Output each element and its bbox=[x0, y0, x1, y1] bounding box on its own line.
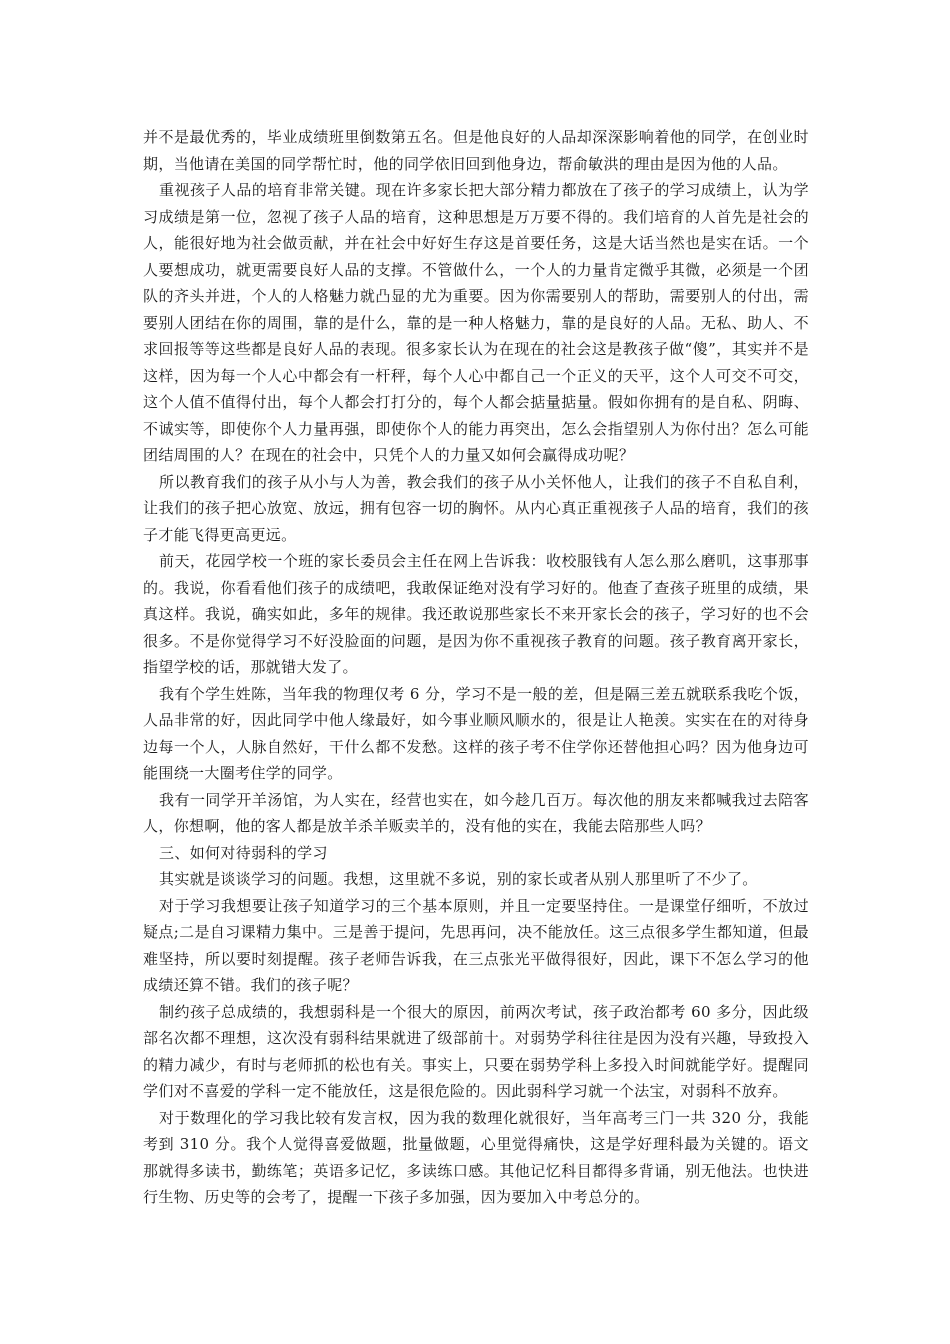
paragraph-5: 我有个学生姓陈，当年我的物理仅考 6 分，学习不是一般的差，但是隔三差五就联系我吃个饭，人品非常的好，因此同学中他人缘最好，如今事业顺风顺水的，很是让人艳羡。实实在在的对待身边每一个人，人脉自然好，干什么都不发愁。这样的孩子考不住学你还替他担心吗？因为他身边可能围绕一大圈考住学的同学。 bbox=[143, 684, 809, 782]
paragraph-8: 对于学习我想要让孩子知道学习的三个基本原则，并且一定要坚持住。一是课堂仔细听，不放过疑点;二是自习课精力集中。三是善于提问，先思再问，决不能放任。这三点很多学生都知道，但最难坚持，所以要时刻提醒。孩子老师告诉我，在三点张光平做得很好，因此，课下不怎么学习的他成绩还算不错。我们的孩子呢？ bbox=[143, 896, 809, 994]
paragraph-6: 我有一同学开羊汤馆，为人实在，经营也实在，如今趁几百万。每次他的朋友来都喊我过去陪客人，你想啊，他的客人都是放羊杀羊贩卖羊的，没有他的实在，我能去陪那些人吗？ bbox=[143, 790, 809, 835]
paragraph-2: 重视孩子人品的培育非常关键。现在许多家长把大部分精力都放在了孩子的学习成绩上，认为学习成绩是第一位，忽视了孩子人品的培育，这种思想是万万要不得的。我们培育的人首先是社会的人，能很好地为社会做贡献，并在社会中好好生存这是首要任务，这是大话当然也是实在话。一个人要想成功，就更需要良好人品的支撑。不管做什么，一个人的力量肯定微乎其微，必须是一个团队的齐头并进，个人的人格魅力就凸显的尤为重要。因为你需要别人的帮助，需要别人的付出，需要别人团结在你的周围，靠的是什么，靠的是一种人格魅力，靠的是良好的人品。无私、助人、不求回报等等这些都是良好人品的表现。很多家长认为在现在的社会这是教孩子做“傻”，其实并不是这样，因为每一个人心中都会有一杆秤，每个人心中都自己一个正义的天平，这个人可交不可交，这个人值不值得付出，每个人都会打打分的，每个人都会掂量掂量。假如你拥有的是自私、阴晦、不诚实等，即使你个人力量再强，即使你个人的能力再突出，怎么会指望别人为你付出？怎么可能团结周围的人？在现在的社会中，只凭个人的力量又如何会赢得成功呢？ bbox=[143, 181, 809, 464]
section-heading: 三、如何对待弱科的学习 bbox=[159, 843, 328, 862]
paragraph-9: 制约孩子总成绩的，我想弱科是一个很大的原因，前两次考试，孩子政治都考 60 多分，因此级部名次都不理想，这次没有弱科结果就进了级部前十。对弱势学科往往是因为没有兴趣，导致投入的精力减少，有时与老师抓的松也有关。事实上，只要在弱势学科上多投入时间就能学好。提醒同学们对不喜爱的学科一定不能放任，这是很危险的。因此弱科学习就一个法宝，对弱科不放弃。 bbox=[143, 1002, 809, 1100]
paragraph-7: 其实就是谈谈学习的问题。我想，这里就不多说，别的家长或者从别人那里听了不少了。 bbox=[159, 870, 758, 888]
document-body bbox=[143, 124, 809, 1211]
paragraph-3: 所以教育我们的孩子从小与人为善，教会我们的孩子从小关怀他人，让我们的孩子不自私自利，让我们的孩子把心放宽、放远，拥有包容一切的胸怀。从内心真正重视孩子人品的培育，我们的孩子才能飞得更高更远。 bbox=[143, 472, 809, 544]
paragraph-1: 并不是最优秀的，毕业成绩班里倒数第五名。但是他良好的人品却深深影响着他的同学，在创业时期，当他请在美国的同学帮忙时，他的同学依旧回到他身边，帮俞敏洪的理由是因为他的人品。 bbox=[143, 128, 809, 173]
paragraph-10: 对于数理化的学习我比较有发言权，因为我的数理化就很好，当年高考三门一共 320 分，我能考到 310 分。我个人觉得喜爱做题，批量做题，心里觉得痛快，这是学好理科最为关键的。语文那就得多读书，勤练笔；英语多记忆，多读练口感。其他记忆科目都得多背诵，别无他法。也快进行生物、历史等的会考了，提醒一下孩子多加强，因为要加入中考总分的。 bbox=[143, 1108, 809, 1206]
paragraph-4: 前天，花园学校一个班的家长委员会主任在网上告诉我：收校服钱有人怎么那么磨叽，这事那事的。我说，你看看他们孩子的成绩吧，我敢保证绝对没有学习好的。他查了查孩子班里的成绩，果真这样。我说，确实如此，多年的规律。我还敢说那些家长不来开家长会的孩子，学习好的也不会很多。不是你觉得学习不好没脸面的问题，是因为你不重视孩子教育的问题。孩子教育离开家长，指望学校的话，那就错大发了。 bbox=[143, 552, 809, 676]
